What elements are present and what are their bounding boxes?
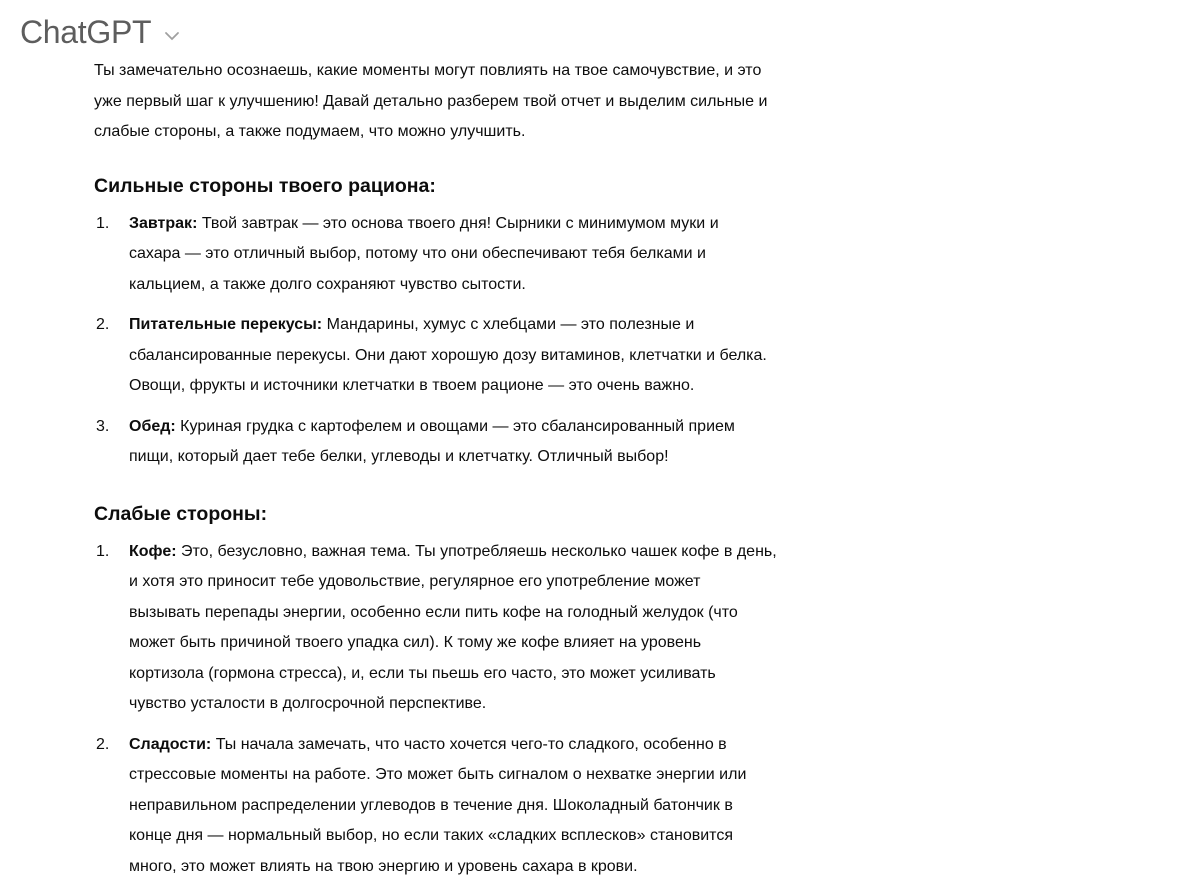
item-text: неправильном распределении углеводов в течение дня. Шоколадный батончик в [129, 796, 733, 814]
list-number: 1. [96, 542, 110, 560]
text-line [129, 598, 934, 629]
intro-paragraph [94, 56, 934, 148]
item-text: Это, безусловно, важная тема. Ты употребляешь несколько чашек кофе в день, [181, 542, 777, 560]
text-line [129, 659, 934, 690]
item-text: сбалансированные перекусы. Они дают хорошую дозу витаминов, клетчатки и белка. [129, 346, 767, 364]
text-line: слабые стороны, а также подумаем, что можно улучшить. [94, 123, 526, 140]
item-text: много, это может влиять на твою энергию и уровень сахара в крови. [129, 857, 638, 875]
item-text: чувство усталости в долгосрочной перспективе. [129, 695, 487, 712]
text-line: уже первый шаг к улучшению! Давай детально разберем твой отчет и выделим сильные и [94, 92, 768, 110]
item-text: Ты начала замечать, что часто хочется чего-то сладкого, особенно в [215, 735, 727, 753]
item-text: стрессовые моменты на работе. Это может быть сигналом о нехватке энергии или [129, 766, 747, 783]
item-label: Обед: [129, 417, 176, 435]
weaknesses-list [94, 537, 934, 883]
app-title: ChatGPT [20, 14, 152, 50]
chevron-down-icon [161, 25, 183, 47]
text-line [129, 310, 934, 341]
text-line [129, 760, 934, 791]
list-number: 1. [96, 214, 110, 232]
item-text: кортизола (гормона стресса), и, если ты пьешь его часто, это может усиливать [129, 664, 716, 682]
text-line [129, 270, 934, 301]
text-line [129, 628, 934, 659]
item-text: пищи, который дает тебе белки, углеводы и клетчатку. Отличный выбор! [129, 448, 669, 465]
item-label: Кофе: [129, 542, 177, 560]
item-text: Мандарины, хумус с хлебцами — это полезные и [326, 316, 695, 333]
text-line [129, 730, 934, 761]
list-item [94, 537, 934, 720]
text-line [129, 442, 934, 473]
assistant-message [94, 56, 934, 892]
text-line [129, 341, 934, 372]
text-line [129, 791, 934, 822]
item-label: Сладости: [129, 735, 212, 753]
text-line [129, 371, 934, 402]
text-line [129, 689, 934, 720]
item-text: и хотя это приносит тебе удовольствие, регулярное его употребление может [129, 573, 701, 590]
text-line [129, 567, 934, 598]
text-line: Ты замечательно осознаешь, какие моменты могут повлиять на твое самочувствие, и это [94, 62, 762, 79]
list-item [94, 209, 934, 301]
list-item [94, 730, 934, 883]
item-text: Твой завтрак — это основа твоего дня! Сырники с минимумом муки и [201, 214, 719, 232]
item-label: Питательные перекусы: [129, 316, 323, 333]
list-number: 2. [96, 316, 110, 333]
text-line [129, 821, 934, 852]
item-text: сахара — это отличный выбор, потому что они обеспечивают тебя белками и [129, 245, 706, 262]
model-selector[interactable] [20, 14, 183, 51]
list-item [94, 310, 934, 402]
text-line [129, 209, 934, 240]
text-line [129, 412, 934, 443]
item-text: Куриная грудка с картофелем и овощами — это сбалансированный прием [180, 417, 735, 435]
strengths-list [94, 209, 934, 473]
list-item [94, 412, 934, 473]
item-label: Завтрак: [129, 214, 198, 232]
item-text: Овощи, фрукты и источники клетчатки в твоем рационе — это очень важно. [129, 377, 695, 394]
text-line [129, 239, 934, 270]
item-text: вызывать перепады энергии, особенно если пить кофе на голодный желудок (что [129, 603, 738, 621]
strengths-heading: Сильные стороны твоего рациона: [94, 174, 436, 197]
text-line [129, 537, 934, 568]
text-line [129, 852, 934, 883]
item-text: может быть причиной твоего упадка сил). К тому же кофе влияет на уровень [129, 634, 702, 651]
item-text: конце дня — нормальный выбор, но если таких «сладких всплесков» становится [129, 827, 733, 844]
item-text: кальцием, а также долго сохраняют чувство сытости. [129, 275, 526, 293]
list-number: 3. [96, 417, 110, 435]
weaknesses-heading: Слабые стороны: [94, 502, 268, 525]
list-number: 2. [96, 735, 110, 753]
